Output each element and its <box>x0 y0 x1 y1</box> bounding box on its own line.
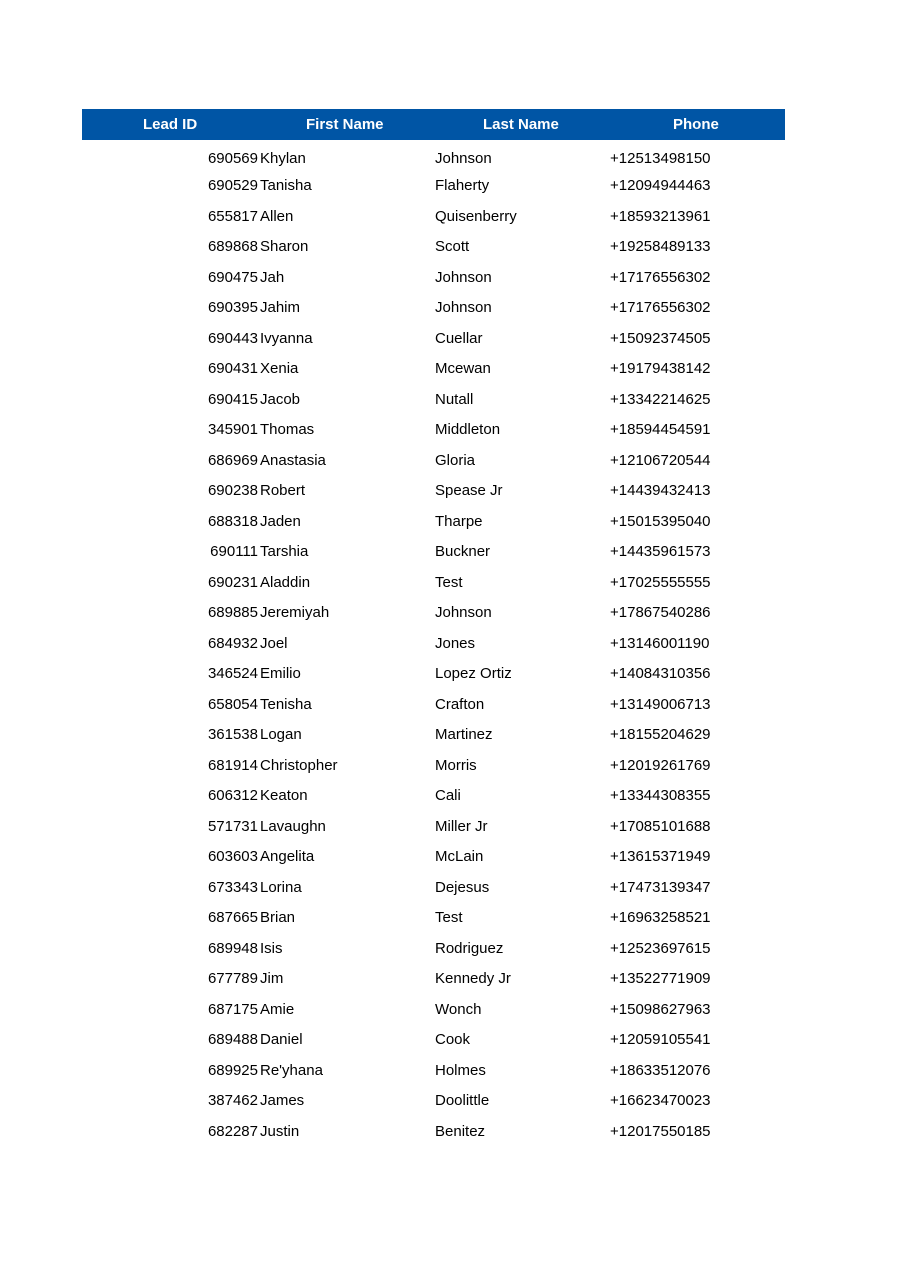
phone-cell: +13149006713 <box>610 695 711 713</box>
first-name-cell: Jacob <box>260 390 301 408</box>
first-name-cell: Tanisha <box>260 177 312 195</box>
lead-id-cell: 690431 <box>207 360 258 378</box>
lead-id-cell: 690238 <box>207 482 258 500</box>
lead-id-cell: 684932 <box>207 634 258 652</box>
last-name-cell: Holmes <box>435 1061 486 1079</box>
last-name-cell: Test <box>435 573 463 591</box>
lead-id-cell: 690443 <box>207 329 258 347</box>
last-name-cell: Dejesus <box>435 878 490 896</box>
first-name-cell: Allen <box>260 207 294 225</box>
lead-id-cell: 603603 <box>207 848 258 866</box>
table-row <box>82 140 785 171</box>
last-name-cell: Cali <box>435 787 461 805</box>
table-row <box>82 232 785 263</box>
phone-cell: +12019261769 <box>610 756 711 774</box>
lead-id-cell: 658054 <box>207 695 258 713</box>
first-name-cell: Jah <box>260 268 285 286</box>
table-row <box>82 811 785 842</box>
phone-cell: +18633512076 <box>610 1061 711 1079</box>
first-name-cell: Daniel <box>260 1031 303 1049</box>
lead-id-cell: 689925 <box>207 1061 258 1079</box>
first-name-cell: Tenisha <box>260 695 312 713</box>
leads-table <box>82 109 785 1147</box>
first-name-cell: Jeremiyah <box>260 604 330 622</box>
column-header-first-name: First Name <box>258 109 434 140</box>
first-name-cell: Jahim <box>260 299 301 317</box>
lead-id-cell: 689948 <box>207 939 258 957</box>
phone-cell: +18594454591 <box>610 421 711 439</box>
phone-cell: +19179438142 <box>610 360 711 378</box>
lead-id-cell: 682287 <box>207 1122 258 1140</box>
phone-cell: +15015395040 <box>610 512 711 530</box>
last-name-cell: Spease Jr <box>435 482 503 500</box>
table-row <box>82 1086 785 1117</box>
table-row <box>82 354 785 385</box>
phone-cell: +13146001190 <box>610 634 710 652</box>
last-name-cell: Rodriguez <box>435 939 504 957</box>
table-row <box>82 872 785 903</box>
table-row <box>82 598 785 629</box>
phone-cell: +17176556302 <box>610 268 711 286</box>
table-row <box>82 293 785 324</box>
table-row <box>82 415 785 446</box>
lead-id-cell: 677789 <box>207 970 258 988</box>
last-name-cell: Tharpe <box>435 512 483 530</box>
phone-cell: +12017550185 <box>610 1122 711 1140</box>
lead-id-cell: 690569 <box>207 149 258 167</box>
phone-cell: +15092374505 <box>610 329 711 347</box>
first-name-cell: Brian <box>260 909 296 927</box>
phone-cell: +15098627963 <box>610 1000 711 1018</box>
lead-id-cell: 681914 <box>207 756 258 774</box>
first-name-cell: Logan <box>260 726 302 744</box>
last-name-cell: Doolittle <box>435 1092 490 1110</box>
last-name-cell: Test <box>435 909 463 927</box>
table-row <box>82 903 785 934</box>
first-name-cell: Tarshia <box>260 543 309 561</box>
last-name-cell: Martinez <box>435 726 493 744</box>
table-row <box>82 750 785 781</box>
phone-cell: +17867540286 <box>610 604 711 622</box>
lead-id-cell: 688318 <box>207 512 258 530</box>
last-name-cell: Flaherty <box>435 177 490 195</box>
phone-cell: +12523697615 <box>610 939 711 957</box>
phone-cell: +18593213961 <box>610 207 711 225</box>
table-row <box>82 476 785 507</box>
header-row <box>82 109 785 140</box>
first-name-cell: Lavaughn <box>260 817 326 835</box>
phone-cell: +14439432413 <box>610 482 711 500</box>
lead-id-cell: 345901 <box>207 421 258 439</box>
last-name-cell: Scott <box>435 238 470 256</box>
phone-cell: +13522771909 <box>610 970 711 988</box>
phone-cell: +12059105541 <box>610 1031 711 1049</box>
table-row <box>82 1055 785 1086</box>
first-name-cell: Jim <box>260 970 284 988</box>
last-name-cell: Miller Jr <box>435 817 488 835</box>
last-name-cell: Wonch <box>435 1000 482 1018</box>
table-row <box>82 964 785 995</box>
lead-id-cell: 673343 <box>207 878 258 896</box>
first-name-cell: Isis <box>260 939 283 957</box>
phone-cell: +12106720544 <box>610 451 711 469</box>
last-name-cell: Johnson <box>435 268 492 286</box>
table-row <box>82 262 785 293</box>
table-row <box>82 933 785 964</box>
first-name-cell: Khylan <box>260 149 306 167</box>
lead-id-cell: 689488 <box>207 1031 258 1049</box>
phone-cell: +12513498150 <box>610 149 711 167</box>
lead-id-cell: 690415 <box>207 390 258 408</box>
first-name-cell: Christopher <box>260 756 338 774</box>
last-name-cell: Mcewan <box>435 360 491 378</box>
first-name-cell: Sharon <box>260 238 309 256</box>
first-name-cell: Xenia <box>260 360 299 378</box>
last-name-cell: Johnson <box>435 604 492 622</box>
first-name-cell: James <box>260 1092 305 1110</box>
lead-id-cell: 690529 <box>207 177 258 195</box>
last-name-cell: Johnson <box>435 149 492 167</box>
table-header <box>82 109 785 140</box>
table-row <box>82 201 785 232</box>
first-name-cell: Ivyanna <box>260 329 313 347</box>
last-name-cell: Cook <box>435 1031 471 1049</box>
phone-cell: +18155204629 <box>610 726 711 744</box>
last-name-cell: Buckner <box>435 543 491 561</box>
column-header-phone: Phone <box>610 109 785 140</box>
table-row <box>82 994 785 1025</box>
table-row <box>82 567 785 598</box>
table-row <box>82 781 785 812</box>
column-header-last-name: Last Name <box>434 109 610 140</box>
last-name-cell: Jones <box>435 634 476 652</box>
last-name-cell: Johnson <box>435 299 492 317</box>
last-name-cell: Lopez Ortiz <box>435 665 512 683</box>
last-name-cell: Benitez <box>435 1122 486 1140</box>
phone-cell: +17176556302 <box>610 299 711 317</box>
table-row <box>82 1025 785 1056</box>
table-body <box>82 140 785 1147</box>
last-name-cell: Cuellar <box>435 329 483 347</box>
table-row <box>82 537 785 568</box>
lead-id-cell: 687665 <box>207 909 258 927</box>
phone-cell: +12094944463 <box>610 177 711 195</box>
first-name-cell: Thomas <box>260 421 315 439</box>
first-name-cell: Robert <box>260 482 306 500</box>
column-header-lead-id: Lead ID <box>82 109 258 140</box>
lead-id-cell: 690111 <box>210 543 258 561</box>
first-name-cell: Re'yhana <box>260 1061 323 1079</box>
last-name-cell: Quisenberry <box>435 207 517 225</box>
table-row <box>82 659 785 690</box>
table-row <box>82 171 785 202</box>
last-name-cell: Nutall <box>435 390 474 408</box>
first-name-cell: Emilio <box>260 665 301 683</box>
lead-id-cell: 655817 <box>207 207 258 225</box>
first-name-cell: Jaden <box>260 512 301 530</box>
last-name-cell: McLain <box>435 848 484 866</box>
phone-cell: +16963258521 <box>610 909 711 927</box>
lead-id-cell: 606312 <box>207 787 258 805</box>
phone-cell: +19258489133 <box>610 238 711 256</box>
table-row <box>82 628 785 659</box>
first-name-cell: Justin <box>260 1122 300 1140</box>
table-row <box>82 842 785 873</box>
table-row <box>82 445 785 476</box>
first-name-cell: Angelita <box>260 848 315 866</box>
lead-id-cell: 686969 <box>207 451 258 469</box>
lead-id-cell: 346524 <box>207 665 258 683</box>
last-name-cell: Middleton <box>435 421 501 439</box>
phone-cell: +17025555555 <box>610 573 711 591</box>
phone-cell: +13615371949 <box>610 848 711 866</box>
first-name-cell: Amie <box>260 1000 295 1018</box>
first-name-cell: Anastasia <box>260 451 326 469</box>
phone-cell: +17085101688 <box>610 817 711 835</box>
lead-id-cell: 689868 <box>207 238 258 256</box>
table-row <box>82 689 785 720</box>
phone-cell: +13344308355 <box>610 787 711 805</box>
table-row <box>82 720 785 751</box>
last-name-cell: Gloria <box>435 451 476 469</box>
last-name-cell: Morris <box>435 756 477 774</box>
table-row <box>82 323 785 354</box>
last-name-cell: Kennedy Jr <box>435 970 511 988</box>
lead-id-cell: 387462 <box>207 1092 258 1110</box>
phone-cell: +14084310356 <box>610 665 711 683</box>
table-row <box>82 506 785 537</box>
lead-id-cell: 690475 <box>207 268 258 286</box>
first-name-cell: Lorina <box>260 878 302 896</box>
phone-cell: +17473139347 <box>610 878 711 896</box>
first-name-cell: Aladdin <box>260 573 311 591</box>
first-name-cell: Keaton <box>260 787 308 805</box>
lead-id-cell: 690395 <box>207 299 258 317</box>
phone-cell: +14435961573 <box>610 543 711 561</box>
phone-cell: +13342214625 <box>610 390 711 408</box>
first-name-cell: Joel <box>260 634 288 652</box>
lead-id-cell: 687175 <box>207 1000 258 1018</box>
table-row <box>82 384 785 415</box>
phone-cell: +16623470023 <box>610 1092 711 1110</box>
lead-id-cell: 690231 <box>207 573 258 591</box>
lead-id-cell: 571731 <box>207 817 258 835</box>
last-name-cell: Crafton <box>435 695 485 713</box>
table-row <box>82 1116 785 1147</box>
lead-id-cell: 361538 <box>207 726 258 744</box>
lead-id-cell: 689885 <box>207 604 258 622</box>
